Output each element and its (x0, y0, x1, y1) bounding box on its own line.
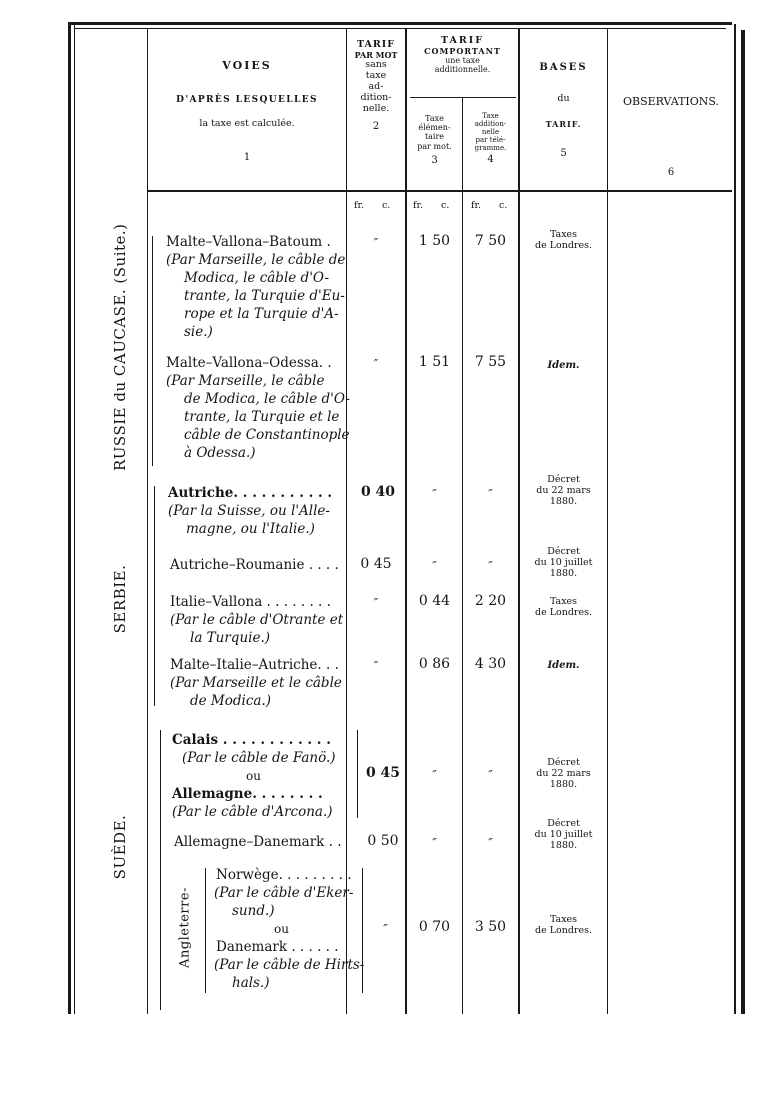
r8-basis-line1: Décret (547, 818, 580, 829)
r8-basis-line3: 1880. (549, 840, 578, 851)
r7-col2: 0 45 (365, 765, 401, 781)
r7-basis-line2: du 22 mars (536, 768, 591, 779)
frame-left-inner (74, 22, 75, 1014)
r9-col3: 0 70 (418, 919, 451, 935)
r9-basis-line2: de Londres. (534, 925, 592, 936)
r2-basis (520, 360, 607, 371)
r9-col2: ″ (383, 922, 388, 936)
r7-or: ou (246, 769, 261, 783)
r9-or: ou (274, 922, 289, 936)
r2-basis-line1: Idem. (547, 360, 580, 371)
col6-number: 6 (667, 166, 675, 178)
col2-line5: ad- (368, 80, 384, 92)
unit-fr-col3: fr. (413, 200, 424, 211)
r5-basis-line1: Taxes (549, 596, 578, 607)
route-allemagne-danemark: Allemagne–Danemark . . (174, 834, 342, 850)
col34-line1: TARIF (440, 35, 484, 46)
col4-header (463, 112, 518, 166)
r1-basis-line1: Taxes (549, 229, 578, 240)
r5-col3: 0 44 (418, 593, 451, 609)
group-brace-serbie (154, 486, 155, 706)
r6-col2: ″ (373, 659, 379, 673)
col4-line4: par télé- (475, 136, 506, 145)
r8-basis (520, 818, 607, 851)
col1-sub: D'APRÈS LESQUELLES (176, 94, 318, 105)
col4-line3: nelle (481, 128, 500, 137)
r4-col4: ″ (488, 559, 493, 573)
col3-line2: élémen- (418, 123, 451, 133)
r1-col4: 7 50 (474, 233, 507, 249)
col1-title: VOIES (222, 59, 272, 72)
frame-right-outer (741, 30, 745, 1014)
col4-line5: gramme. (474, 144, 507, 153)
r8-col3: ″ (432, 836, 437, 850)
col2-line2: PAR MOT (354, 49, 398, 60)
r3-basis (520, 474, 607, 507)
via-r1-line5: sie.) (184, 324, 213, 340)
tarif-sub-rule (410, 97, 516, 98)
r4-col3: ″ (432, 559, 437, 573)
via-r3-line1: (Par la Suisse, ou l'Alle- (168, 503, 330, 519)
col5-line3: TARIF. (545, 119, 582, 130)
r4-basis-line3: 1880. (549, 568, 578, 579)
route-italie-vallona: Italie–Vallona . . . . . . . . (170, 594, 331, 610)
via-r3-line2: magne, ou l'Italie.) (186, 521, 315, 537)
col3-header (407, 114, 462, 166)
route-malte-vallona-odessa: Malte–Vallona–Odessa. . (166, 355, 332, 371)
r5-basis (520, 596, 607, 618)
col-rule-3 (405, 28, 407, 1014)
r7-col3: ″ (432, 768, 437, 782)
r3-basis-line2: du 22 mars (536, 485, 591, 496)
r3-basis-line3: 1880. (549, 496, 578, 507)
col3-line3: taire (424, 132, 445, 142)
via-r9-danemark-line1: (Par le câble de Hirts- (214, 957, 365, 973)
col2-line6: dition- (360, 91, 392, 103)
r9-basis (520, 914, 607, 936)
frame-top-outer (68, 22, 732, 25)
group-brace-calais-right (357, 730, 358, 818)
r5-col2: ″ (373, 596, 379, 610)
via-r2-line5: à Odessa.) (184, 445, 256, 461)
r9-basis-line1: Taxes (549, 914, 578, 925)
group-brace-norwege-right (362, 868, 363, 993)
via-r9-norwege-line1: (Par le câble d'Eker- (214, 885, 354, 901)
r4-basis (520, 546, 607, 579)
unit-c-col4: c. (499, 200, 508, 211)
r8-basis-line2: du 10 juillet (534, 829, 593, 840)
r7-basis-line3: 1880. (549, 779, 578, 790)
col-rule-5 (518, 28, 520, 1014)
r5-basis-line2: de Londres. (534, 607, 592, 618)
via-r5-line2: la Turquie.) (190, 630, 271, 646)
r2-col2: ″ (373, 357, 379, 371)
r1-basis-line2: de Londres. (534, 240, 592, 251)
col4-line1: Taxe (482, 112, 499, 120)
route-malte-vallona-batoum: Malte–Vallona–Batoum . (166, 234, 331, 250)
via-r9-norwege-line2: sund.) (232, 903, 275, 919)
r6-basis-line1: Idem. (547, 660, 580, 671)
col1-header (148, 60, 346, 163)
col5-header (520, 62, 607, 159)
section-serbie: SERBIE. (111, 564, 129, 634)
r1-col3: 1 50 (418, 233, 451, 249)
r6-basis (520, 660, 607, 671)
frame-top-inner (74, 28, 726, 29)
r5-col4: 2 20 (474, 593, 507, 609)
col6-header (608, 96, 734, 178)
frame-left-outer (68, 22, 71, 1014)
r8-col4: ″ (488, 836, 493, 850)
r7-col4: ″ (488, 768, 493, 782)
col2-line1: TARIF (356, 39, 395, 50)
via-r1-line3: trante, la Turquie d'Eu- (184, 288, 345, 304)
r3-col4: ″ (488, 487, 493, 501)
col3-line4: par mot. (417, 141, 452, 151)
group-brace-suede (160, 730, 161, 1010)
col34-line3: une taxe (445, 56, 480, 66)
via-r2-line1: (Par Marseille, le câble (166, 373, 325, 389)
via-r2-line4: câble de Constantinople (184, 427, 350, 443)
route-autriche-roumanie: Autriche–Roumanie . . . . (170, 557, 339, 573)
col-rule-section (147, 28, 148, 1014)
r7-basis-line1: Décret (547, 757, 580, 768)
col4-line2: addition- (474, 120, 507, 129)
via-r1-line4: rope et la Turquie d'A- (184, 306, 339, 322)
r4-basis-line1: Décret (547, 546, 580, 557)
r2-col4: 7 55 (474, 354, 507, 370)
frame-right-inner (734, 24, 736, 1014)
section-angleterre: Angleterre- (177, 887, 193, 968)
section-suede: SUÈDE. (111, 814, 129, 880)
r8-col2: 0 50 (367, 833, 399, 849)
col2-header (347, 40, 405, 132)
r1-basis (520, 229, 607, 251)
r3-col2: 0 40 (360, 484, 396, 500)
unit-c-col2: c. (382, 200, 391, 211)
col5-line2: du (557, 92, 570, 104)
col3-line1: Taxe (425, 114, 444, 123)
r7-basis (520, 757, 607, 790)
route-malte-italie-autriche: Malte–Italie–Autriche. . . (170, 657, 339, 673)
group-brace-angleterre (205, 868, 206, 993)
col1-number: 1 (243, 151, 251, 163)
via-r9-danemark-line2: hals.) (232, 975, 270, 991)
col2-line7: nelle. (362, 102, 390, 114)
col3-number: 3 (431, 154, 438, 166)
col1-note: la taxe est calculée. (199, 117, 295, 129)
via-r1-line2: Modica, le câble d'O- (184, 270, 330, 286)
route-calais: Calais . . . . . . . . . . . . (172, 732, 331, 748)
col34-line2: COMPORTANT (424, 45, 501, 56)
via-r6-line1: (Par Marseille et le câble (170, 675, 342, 691)
r9-col4: 3 50 (474, 919, 507, 935)
via-r2-line2: de Modica, le câble d'O- (184, 391, 350, 407)
via-r7-calais: (Par le câble de Fanö.) (182, 750, 336, 766)
r3-col3: ″ (432, 487, 437, 501)
route-norwege: Norwège. . . . . . . . . (216, 867, 352, 883)
col2-line3: sans (365, 59, 387, 71)
unit-fr-col4: fr. (471, 200, 482, 211)
col6-title: OBSERVATIONS. (622, 95, 720, 108)
unit-c-col3: c. (441, 200, 450, 211)
section-russie: RUSSIE du CAUCASE. (Suite.) (111, 223, 129, 471)
col2-line4: taxe (365, 70, 387, 82)
via-r5-line1: (Par le câble d'Otrante et (170, 612, 344, 628)
col4-number: 4 (487, 154, 494, 166)
via-r6-line2: de Modica.) (190, 693, 271, 709)
r1-col2: ″ (373, 236, 379, 250)
route-autriche: Autriche. . . . . . . . . . . (168, 485, 333, 501)
via-r7-allemagne: (Par le câble d'Arcona.) (172, 804, 333, 820)
col34-header (407, 36, 518, 74)
via-r1-line1: (Par Marseille, le câble de (166, 252, 346, 268)
r3-basis-line1: Décret (547, 474, 580, 485)
r4-col2: 0 45 (360, 556, 392, 572)
r4-basis-line2: du 10 juillet (534, 557, 593, 568)
route-danemark: Danemark . . . . . . (216, 939, 339, 955)
r6-col3: 0 86 (418, 656, 451, 672)
group-brace-russie (152, 236, 153, 466)
r2-col3: 1 51 (418, 354, 451, 370)
col2-number: 2 (372, 120, 380, 132)
r6-col4: 4 30 (474, 656, 507, 672)
header-rule (148, 190, 732, 192)
col5-line1: BASES (539, 62, 588, 73)
unit-fr-col2: fr. (354, 200, 365, 211)
route-allemagne: Allemagne. . . . . . . . (172, 786, 323, 802)
col5-number: 5 (560, 147, 567, 159)
via-r2-line3: trante, la Turquie et le (184, 409, 340, 425)
col34-line4: additionnelle. (434, 65, 491, 75)
